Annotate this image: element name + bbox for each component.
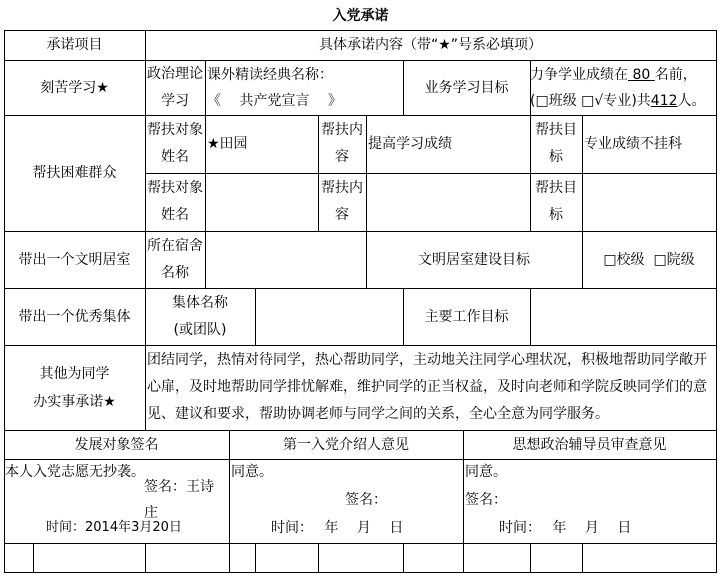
header-content: 具体承诺内容（带“★”号系必填项）: [318, 37, 543, 53]
reading-prefix: 课外精读经典名称：: [207, 66, 333, 83]
dorm-name-field[interactable]: [205, 231, 366, 288]
help-target-label-1: 帮扶对象姓名: [147, 122, 203, 165]
col1-time[interactable]: 时间：2014年3月20日: [46, 520, 182, 535]
total-suffix: 人。: [677, 92, 706, 109]
help-target-label-2: 帮扶对象姓名: [147, 180, 203, 223]
help-label: 帮扶困难群众: [32, 165, 117, 181]
sign-col1-header: 发展对象签名: [74, 436, 159, 453]
col1-statement: 本人入党志愿无抄袭。: [5, 464, 145, 480]
col3-time[interactable]: 时间： 年 月 日: [499, 520, 632, 536]
study-goal-label: 业务学习目标: [424, 79, 509, 96]
study-goal-cell: 力争学业成绩在 80 名前， (□班级 □√专业)共412人。: [530, 66, 706, 109]
help-content-2[interactable]: [366, 173, 530, 231]
help-goal-label-2: 帮扶目标: [535, 180, 577, 223]
help-content-1[interactable]: 提高学习成绩: [368, 136, 452, 152]
reading-title: 《 共产党宣言 》: [207, 92, 342, 109]
help-target-2[interactable]: [205, 173, 318, 231]
col3-statement: 同意。: [465, 464, 507, 480]
collective-name-label: 集体名称(或团队): [172, 294, 228, 338]
col3-sign[interactable]: 签名：: [465, 492, 507, 508]
service-text: 团结同学，热情对待同学，热心帮助同学，主动地关注同学心理状况，积极地帮助同学敞开心扉，及时地帮助同学排忧解难，维护同学的正当权益，及时向老师和学院反映同学们的意见、建议和要求，帮助协调老师与同学之间的关系，全心全意为同学服务。: [147, 352, 707, 422]
study-label: 刻苦学习★: [40, 79, 109, 96]
option-school-checkbox[interactable]: □校级: [603, 251, 645, 268]
dorm-options: [582, 231, 716, 288]
goal-text-1: 力争学业成绩在: [530, 66, 628, 83]
collective-goal-label: 主要工作目标: [424, 308, 509, 325]
sign-col3-header: 思想政治辅导员审查意见: [512, 436, 667, 453]
option-class-checkbox[interactable]: □班级: [535, 92, 577, 109]
help-goal-2[interactable]: [582, 173, 716, 231]
service-label-line-1: 其他为同学: [39, 365, 110, 382]
col1-sign[interactable]: 签名：王诗庄: [144, 479, 214, 521]
collective-name-field[interactable]: [255, 288, 403, 345]
goal-text-2: 名前，: [654, 66, 697, 83]
option-major-checkbox[interactable]: □√专业: [581, 92, 632, 109]
option-college-checkbox[interactable]: □院级: [653, 251, 695, 268]
goal-rank: 80: [632, 66, 651, 83]
theory-study-label: 政治理论学习: [147, 65, 203, 109]
dorm-label: 带出一个文明居室: [18, 251, 131, 268]
reading-cell: [205, 60, 403, 115]
header-item: 承诺项目: [46, 37, 103, 53]
service-label: [4, 345, 145, 430]
collective-goal-field[interactable]: [530, 288, 716, 345]
col2-sign[interactable]: 签名：: [345, 492, 387, 508]
help-goal-1[interactable]: 专业成绩不挂科: [584, 136, 682, 152]
total-count: 412: [650, 92, 678, 109]
dorm-goal-label: 文明居室建设目标: [418, 251, 530, 268]
help-content-label-1: 帮扶内容: [321, 122, 363, 165]
sign-col2-header: 第一入党介绍人意见: [283, 436, 409, 453]
help-target-1[interactable]: ★田园: [207, 136, 248, 152]
total-prefix: )共: [631, 92, 651, 109]
collective-label: 带出一个优秀集体: [18, 308, 131, 325]
col2-time[interactable]: 时间： 年 月 日: [271, 520, 404, 536]
page-title: 入党承诺: [332, 8, 389, 24]
col2-statement: 同意。: [231, 464, 273, 480]
help-goal-label-1: 帮扶目标: [535, 122, 577, 165]
dorm-name-label: 所在宿舍名称: [147, 237, 203, 281]
service-label-line-2: 办实事承诺★: [33, 393, 116, 410]
help-content-label-2: 帮扶内容: [321, 180, 363, 223]
